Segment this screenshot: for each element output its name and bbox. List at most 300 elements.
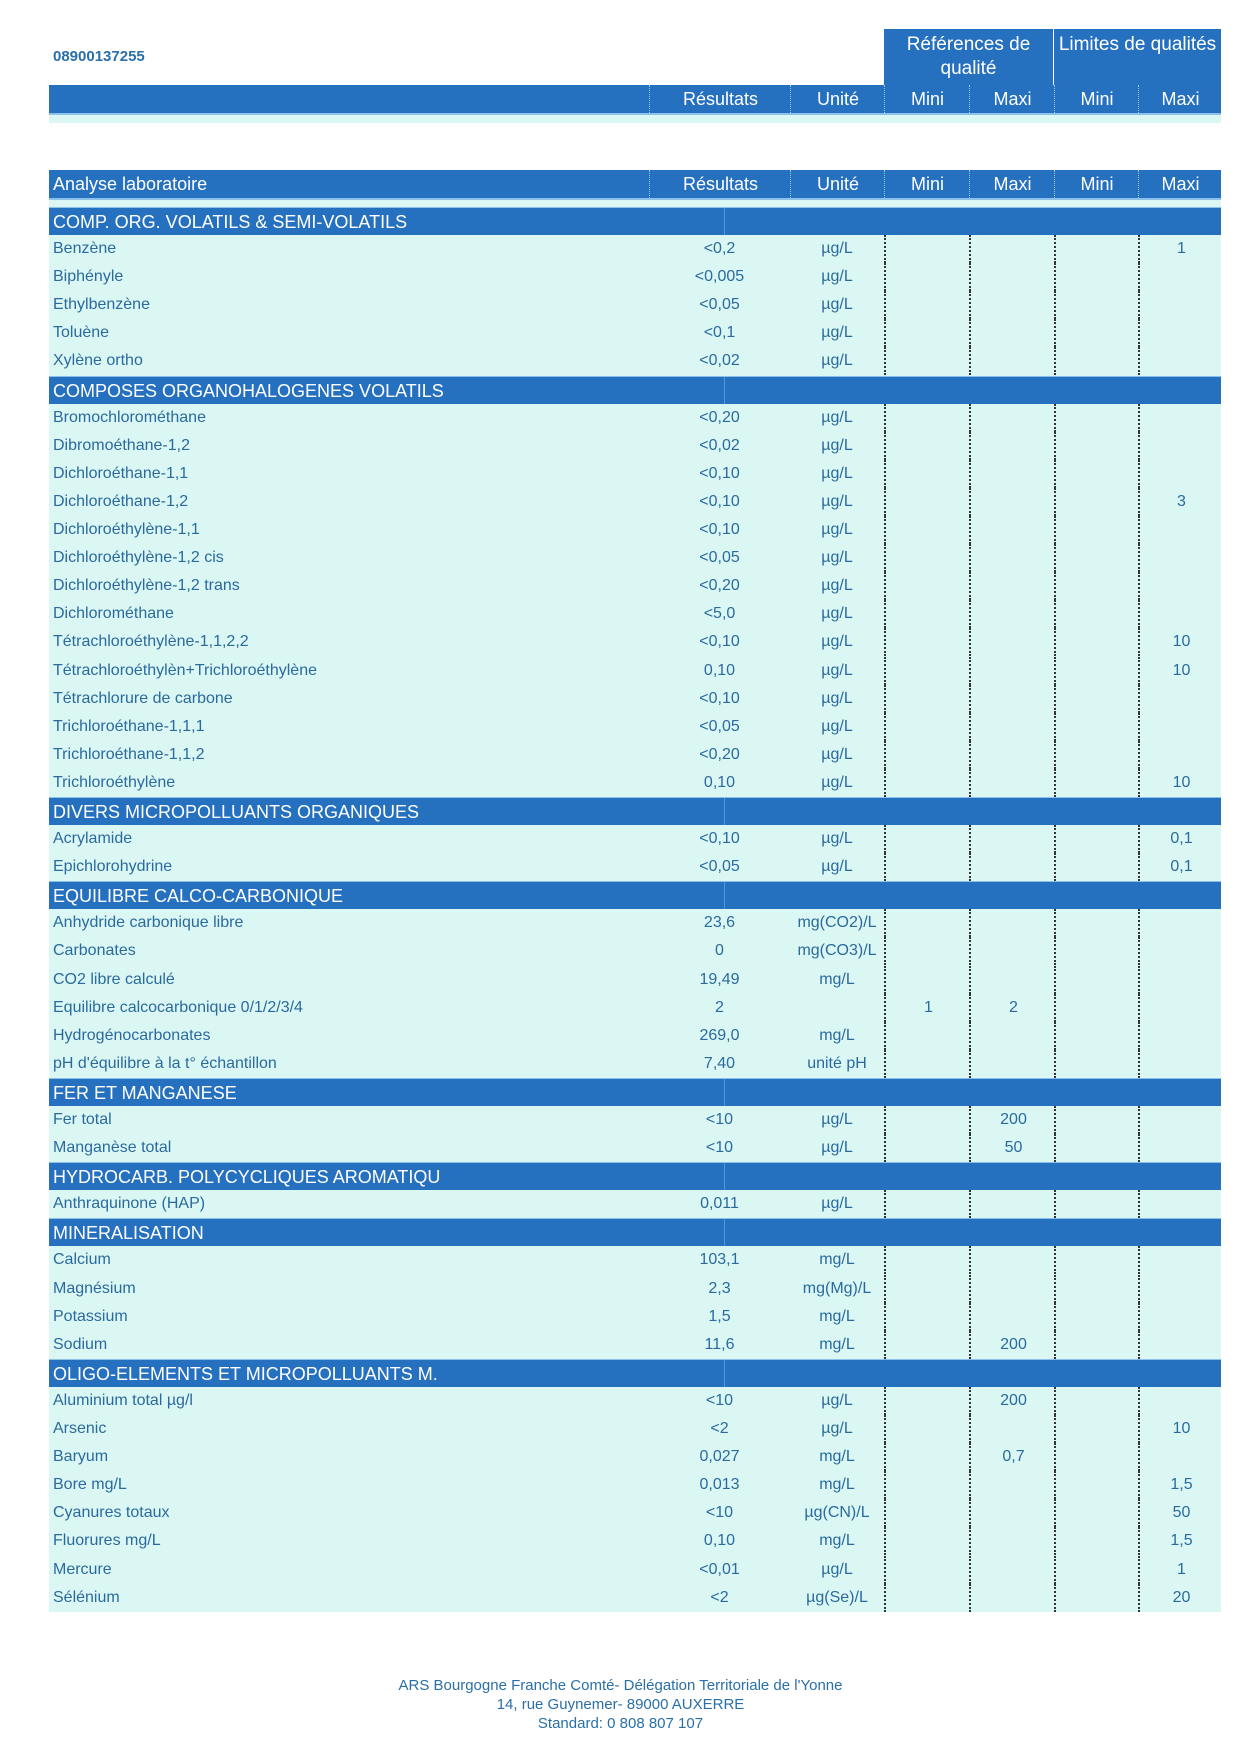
table-row	[49, 1387, 1221, 1415]
lim-min-value	[1054, 1415, 1140, 1443]
col-analysis: Analyse laboratoire	[53, 174, 208, 194]
ref-min-value	[884, 1556, 971, 1584]
result-value: <0,10	[699, 689, 740, 707]
ref-max-value: 200	[969, 1331, 1056, 1359]
table-row	[49, 1050, 1221, 1078]
ref-max-value	[969, 853, 1056, 881]
result-value: <0,10	[699, 492, 740, 510]
result-value: <0,05	[699, 296, 740, 314]
unit-value: µg/L	[821, 858, 853, 876]
ref-max-value	[969, 572, 1056, 600]
unit-value: µg/L	[821, 1560, 853, 1578]
parameter-name: Baryum	[53, 1448, 109, 1466]
ref-min-value	[884, 628, 971, 656]
section-divider	[724, 1079, 725, 1107]
table-row	[49, 1471, 1221, 1499]
ref-min-value	[884, 769, 971, 797]
col-ref-mini: Mini	[884, 170, 970, 198]
ref-max-value	[969, 1415, 1056, 1443]
parameter-name: Dichloroéthylène-1,2 cis	[53, 549, 224, 567]
result-value: 7,40	[703, 1054, 736, 1072]
table-row	[49, 685, 1221, 713]
unit-value: unité pH	[807, 1054, 867, 1072]
lim-min-value	[1054, 319, 1140, 347]
lim-max-value	[1138, 347, 1223, 375]
lim-max-value	[1138, 460, 1223, 488]
section-title: FER ET MANGANESE	[53, 1082, 237, 1103]
lim-max-value	[1138, 291, 1223, 319]
result-value: 11,6	[704, 1335, 735, 1353]
unit-value: mg/L	[819, 1448, 855, 1466]
result-value: <0,10	[699, 464, 740, 482]
unit-value: µg/L	[821, 240, 853, 258]
lim-min-value	[1054, 713, 1140, 741]
col-lim-mini: Mini	[1054, 85, 1139, 113]
results-table	[49, 207, 1221, 1612]
lim-max-value	[1138, 1387, 1223, 1415]
lim-max-value	[1138, 713, 1223, 741]
section-divider	[724, 377, 725, 405]
unit-value: mg/L	[819, 1532, 855, 1550]
result-value: <0,10	[699, 830, 740, 848]
ref-max-value	[969, 1584, 1056, 1612]
ref-max-value: 200	[969, 1387, 1056, 1415]
ref-max-value	[969, 235, 1056, 263]
result-value: 23,6	[703, 914, 736, 932]
result-value: <0,02	[699, 436, 740, 454]
unit-value: µg/L	[821, 577, 853, 595]
col-results: Résultats	[649, 85, 791, 113]
parameter-name: Trichloroéthane-1,1,1	[53, 717, 205, 735]
ref-min-value	[884, 1106, 971, 1134]
ref-min-value	[884, 516, 971, 544]
table-row	[49, 1190, 1221, 1218]
ref-min-value	[884, 572, 971, 600]
table-row	[49, 825, 1221, 853]
col-unit: Unité	[790, 85, 885, 113]
ref-min-value	[884, 937, 971, 965]
ref-min-value	[884, 825, 971, 853]
result-value: <0,05	[699, 858, 740, 876]
lim-max-value: 10	[1138, 1415, 1223, 1443]
unit-value: mg(CO2)/L	[797, 914, 877, 932]
unit-value: µg/L	[821, 633, 853, 651]
col-ref-maxi: Maxi	[969, 85, 1055, 113]
table-row	[49, 657, 1221, 685]
lim-max-value: 0,1	[1138, 825, 1223, 853]
lim-min-value	[1054, 600, 1140, 628]
unit-value: mg(Mg)/L	[802, 1279, 872, 1297]
unit-value: µg/L	[821, 492, 853, 510]
ref-min-value: 1	[884, 994, 971, 1022]
result-value: 19,49	[699, 970, 740, 988]
parameter-name: Dichloroéthylène-1,1	[53, 521, 200, 539]
table-row	[49, 235, 1221, 263]
parameter-name: Anhydride carbonique libre	[53, 914, 244, 932]
ref-min-value	[884, 1471, 971, 1499]
lim-min-value	[1054, 263, 1140, 291]
lim-max-value	[1138, 1246, 1223, 1274]
ref-max-value	[969, 966, 1056, 994]
lim-min-value	[1054, 347, 1140, 375]
lim-max-value	[1138, 544, 1223, 572]
parameter-name: Tétrachloroéthylène-1,1,2,2	[53, 633, 249, 651]
result-value: 0,013	[699, 1476, 740, 1494]
parameter-name: Trichloroéthylène	[53, 773, 176, 791]
unit-value: mg/L	[819, 1335, 855, 1353]
ref-max-value	[969, 1190, 1056, 1218]
lim-min-value	[1054, 657, 1140, 685]
result-value: 0,011	[700, 1195, 739, 1213]
lim-min-value	[1054, 1556, 1140, 1584]
footer	[0, 1676, 1241, 1733]
lim-min-value	[1054, 769, 1140, 797]
lim-min-value	[1054, 1022, 1140, 1050]
unit-value: µg/L	[821, 1111, 853, 1128]
ref-max-value: 0,7	[969, 1443, 1056, 1471]
lim-min-value	[1054, 1471, 1140, 1499]
lim-min-value	[1054, 404, 1140, 432]
result-value: <2	[710, 1420, 729, 1438]
section-divider	[724, 798, 725, 826]
parameter-name: Trichloroéthane-1,1,2	[53, 745, 205, 763]
lim-min-value	[1054, 909, 1140, 937]
section-title: HYDROCARB. POLYCYCLIQUES AROMATIQU	[53, 1167, 441, 1188]
unit-value: µg/L	[821, 605, 853, 623]
section-title: DIVERS MICROPOLLUANTS ORGANIQUES	[53, 801, 420, 822]
column-header-main	[49, 170, 1221, 200]
ref-max-value	[969, 1303, 1056, 1331]
ref-min-value	[884, 741, 971, 769]
lim-max-value	[1138, 263, 1223, 291]
parameter-name: Dichloroéthane-1,2	[53, 492, 189, 510]
ref-max-value	[969, 1050, 1056, 1078]
parameter-name: Cyanures totaux	[53, 1504, 170, 1522]
lim-max-value	[1138, 685, 1223, 713]
lim-min-value	[1054, 1106, 1140, 1134]
parameter-name: pH d'équilibre à la t° échantillon	[53, 1054, 277, 1072]
ref-max-value	[969, 488, 1056, 516]
ref-min-value	[884, 966, 971, 994]
section-title: MINERALISATION	[53, 1223, 204, 1244]
ref-max-value	[969, 713, 1056, 741]
table-row	[49, 853, 1221, 881]
table-row	[49, 1443, 1221, 1471]
lim-min-value	[1054, 994, 1140, 1022]
lim-max-value: 50	[1138, 1499, 1223, 1527]
ref-min-value	[884, 544, 971, 572]
lim-max-value: 3	[1138, 488, 1223, 516]
col-results: Résultats	[649, 170, 791, 198]
unit-value: µg/L	[821, 324, 853, 342]
table-row	[49, 488, 1221, 516]
unit-value: mg/L	[819, 970, 855, 988]
parameter-name: Bromochlorométhane	[53, 408, 206, 426]
ref-max-value	[969, 1471, 1056, 1499]
parameter-name: Toluène	[53, 324, 110, 342]
table-row	[49, 1275, 1221, 1303]
ref-max-value	[969, 937, 1056, 965]
ref-max-value: 2	[969, 994, 1056, 1022]
parameter-name: Mercure	[53, 1560, 112, 1578]
parameter-name: Magnésium	[53, 1279, 136, 1297]
sample-code: 08900137255	[53, 48, 145, 65]
lim-min-value	[1054, 1190, 1140, 1218]
table-row	[49, 516, 1221, 544]
parameter-name: Dichloroéthane-1,1	[53, 464, 189, 482]
result-value: <10	[705, 1111, 734, 1128]
table-row	[49, 909, 1221, 937]
parameter-name: Benzène	[53, 240, 117, 258]
section-title: EQUILIBRE CALCO-CARBONIQUE	[53, 886, 344, 907]
unit-value: µg(Se)/L	[806, 1588, 868, 1606]
table-row	[49, 628, 1221, 656]
unit-value: µg/L	[821, 1420, 853, 1438]
section-divider	[724, 1360, 725, 1388]
section-title: COMP. ORG. VOLATILS & SEMI-VOLATILS	[53, 212, 408, 232]
result-value: <0,01	[699, 1560, 740, 1578]
ref-min-value	[884, 685, 971, 713]
unit-value: mg/L	[819, 1307, 855, 1325]
footer-org: ARS Bourgogne Franche Comté- Délégation Territoriale de l'Yonne	[398, 1677, 843, 1694]
ref-max-value	[969, 1275, 1056, 1303]
col-ref-mini: Mini	[884, 85, 970, 113]
lim-min-value	[1054, 1584, 1140, 1612]
unit-value: mg/L	[819, 1476, 855, 1494]
ref-max-value	[969, 263, 1056, 291]
parameter-name: Carbonates	[53, 942, 136, 960]
footer-phone: Standard: 0 808 807 107	[537, 1715, 704, 1732]
unit-value: µg/L	[821, 296, 853, 314]
table-row	[49, 1415, 1221, 1443]
section-header	[49, 797, 1221, 825]
lim-min-value	[1054, 1331, 1140, 1359]
section-header	[49, 1359, 1221, 1387]
section-header	[49, 1078, 1221, 1106]
lim-min-value	[1054, 628, 1140, 656]
section-divider	[724, 208, 725, 236]
table-row	[49, 994, 1221, 1022]
lim-min-value	[1054, 1275, 1140, 1303]
result-value: 0,10	[703, 773, 736, 791]
parameter-name: Tétrachloroéthylèn+Trichloroéthylène	[53, 661, 317, 679]
result-value: 0,027	[699, 1448, 740, 1466]
lim-min-value	[1054, 1499, 1140, 1527]
result-value: <5,0	[703, 605, 736, 623]
parameter-name: Tétrachlorure de carbone	[53, 689, 233, 707]
lim-max-value	[1138, 1022, 1223, 1050]
lim-max-value: 1,5	[1138, 1471, 1223, 1499]
table-row	[49, 572, 1221, 600]
section-header	[49, 1162, 1221, 1190]
parameter-name: Dichloroéthylène-1,2 trans	[53, 577, 240, 595]
ref-min-value	[884, 1275, 971, 1303]
table-row	[49, 1134, 1221, 1162]
parameter-name: Anthraquinone (HAP)	[53, 1195, 206, 1213]
parameter-name: Epichlorohydrine	[53, 858, 173, 876]
unit-value: mg/L	[819, 1251, 855, 1269]
ref-min-value	[884, 1584, 971, 1612]
result-value: <0,05	[699, 717, 740, 735]
parameter-name: Manganèse total	[53, 1139, 172, 1157]
table-row	[49, 1556, 1221, 1584]
unit-value: µg/L	[821, 717, 853, 735]
lim-max-value	[1138, 741, 1223, 769]
ref-max-value	[969, 1246, 1056, 1274]
unit-value: µg/L	[821, 268, 853, 286]
lim-min-value	[1054, 937, 1140, 965]
lim-max-value	[1138, 404, 1223, 432]
ref-min-value	[884, 404, 971, 432]
lim-max-value: 0,1	[1138, 853, 1223, 881]
lim-max-value: 10	[1138, 628, 1223, 656]
table-row	[49, 1303, 1221, 1331]
unit-value: µg/L	[821, 745, 853, 763]
table-row	[49, 1022, 1221, 1050]
unit-value: mg/L	[819, 1026, 855, 1044]
lim-min-value	[1054, 488, 1140, 516]
ref-max-value	[969, 319, 1056, 347]
parameter-name: Sodium	[53, 1335, 108, 1353]
lim-max-value	[1138, 1331, 1223, 1359]
parameter-name: Sélénium	[53, 1588, 120, 1606]
ref-min-value	[884, 488, 971, 516]
ref-min-value	[884, 657, 971, 685]
table-row	[49, 741, 1221, 769]
ref-max-value	[969, 1022, 1056, 1050]
parameter-name: Potassium	[53, 1307, 128, 1325]
header-strip	[49, 115, 1221, 123]
lim-max-value	[1138, 600, 1223, 628]
ref-max-value: 50	[969, 1134, 1056, 1162]
table-row	[49, 544, 1221, 572]
unit-value: µg/L	[821, 464, 853, 482]
parameter-name: Hydrogénocarbonates	[53, 1026, 211, 1044]
table-row	[49, 347, 1221, 375]
unit-value: µg/L	[821, 1391, 853, 1409]
ref-min-value	[884, 1134, 971, 1162]
parameter-name: Dibromoéthane-1,2	[53, 436, 190, 454]
header-strip	[49, 200, 1221, 207]
lim-min-value	[1054, 1527, 1140, 1555]
ref-max-value	[969, 600, 1056, 628]
table-row	[49, 600, 1221, 628]
parameter-name: Calcium	[53, 1251, 111, 1269]
lim-min-value	[1054, 966, 1140, 994]
lim-min-value	[1054, 1443, 1140, 1471]
table-row	[49, 1499, 1221, 1527]
ref-min-value	[884, 291, 971, 319]
result-value: <0,2	[703, 240, 736, 258]
col-unit: Unité	[790, 170, 885, 198]
lim-min-value	[1054, 544, 1140, 572]
ref-min-value	[884, 319, 971, 347]
unit-value: µg/L	[821, 521, 853, 539]
unit-value: µg/L	[821, 436, 853, 454]
parameter-name: Equilibre calcocarbonique 0/1/2/3/4	[53, 998, 303, 1016]
table-row	[49, 1584, 1221, 1612]
ref-max-value: 200	[969, 1106, 1056, 1134]
unit-value: µg/L	[821, 549, 853, 567]
lim-max-value	[1138, 1275, 1223, 1303]
lim-max-value: 10	[1138, 657, 1223, 685]
parameter-name: Aluminium total µg/l	[53, 1391, 193, 1409]
footer-address: 14, rue Guynemer- 89000 AUXERRE	[496, 1696, 745, 1713]
unit-value: µg/L	[821, 408, 853, 426]
lim-max-value	[1138, 319, 1223, 347]
ref-max-value	[969, 432, 1056, 460]
lim-max-value	[1138, 937, 1223, 965]
ref-min-value	[884, 1303, 971, 1331]
lim-max-value: 1	[1138, 1556, 1223, 1584]
parameter-name: Bore mg/L	[53, 1476, 127, 1494]
lim-min-value	[1054, 516, 1140, 544]
lim-max-value	[1138, 432, 1223, 460]
ref-max-value	[969, 825, 1056, 853]
col-lim-mini: Mini	[1054, 170, 1139, 198]
reference-quality-header: Références de qualité	[884, 29, 1053, 85]
table-row	[49, 966, 1221, 994]
result-value: <0,20	[699, 745, 740, 763]
lim-min-value	[1054, 460, 1140, 488]
ref-max-value	[969, 741, 1056, 769]
ref-min-value	[884, 1050, 971, 1078]
ref-min-value	[884, 1387, 971, 1415]
lim-min-value	[1054, 1246, 1140, 1274]
column-header-top	[49, 85, 1221, 115]
parameter-name: CO2 libre calculé	[53, 970, 175, 988]
ref-min-value	[884, 235, 971, 263]
lim-max-value	[1138, 1303, 1223, 1331]
section-divider	[724, 1163, 725, 1191]
result-value: <10	[705, 1504, 734, 1522]
ref-min-value	[884, 713, 971, 741]
lim-max-value: 20	[1138, 1584, 1223, 1612]
lim-max-value	[1138, 1190, 1223, 1218]
lim-max-value	[1138, 1106, 1223, 1134]
lim-min-value	[1054, 853, 1140, 881]
parameter-name: Biphényle	[53, 268, 124, 286]
table-row	[49, 432, 1221, 460]
section-divider	[724, 1219, 725, 1247]
parameter-name: Xylène ortho	[53, 352, 143, 370]
parameter-name: Fluorures mg/L	[53, 1532, 161, 1550]
table-row	[49, 1246, 1221, 1274]
parameter-name: Acrylamide	[53, 830, 133, 848]
ref-max-value	[969, 1556, 1056, 1584]
table-row	[49, 319, 1221, 347]
lim-max-value: 10	[1138, 769, 1223, 797]
result-value: <0,20	[699, 577, 740, 595]
table-row	[49, 460, 1221, 488]
ref-min-value	[884, 853, 971, 881]
lim-min-value	[1054, 825, 1140, 853]
lim-min-value	[1054, 1303, 1140, 1331]
result-value: 0,10	[703, 1532, 736, 1550]
lim-max-value	[1138, 1443, 1223, 1471]
lim-min-value	[1054, 235, 1140, 263]
section-header	[49, 207, 1221, 235]
unit-value: µg/L	[821, 352, 853, 370]
ref-max-value	[969, 1499, 1056, 1527]
ref-min-value	[884, 600, 971, 628]
parameter-name: Arsenic	[53, 1420, 107, 1438]
unit-value: µg/L	[821, 1139, 853, 1157]
ref-max-value	[969, 347, 1056, 375]
result-value: <0,10	[699, 521, 740, 539]
table-row	[49, 769, 1221, 797]
section-title: COMPOSES ORGANOHALOGENES VOLATILS	[53, 380, 444, 401]
